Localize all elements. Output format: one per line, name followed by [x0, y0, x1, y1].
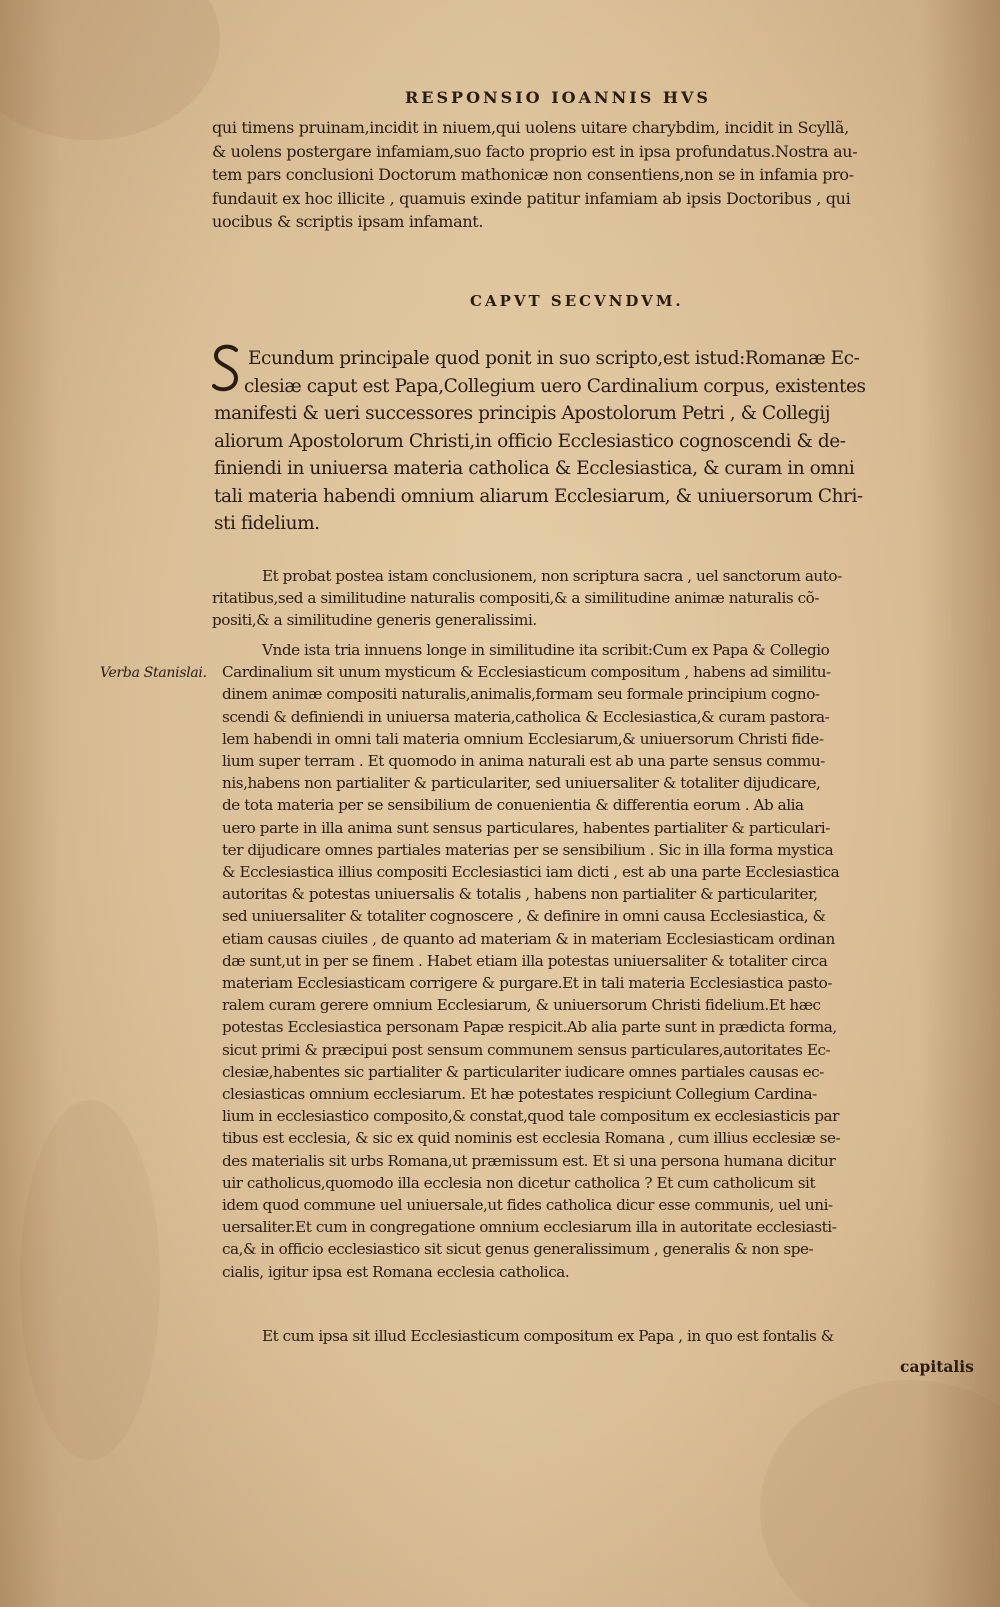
- text-line: nis,habens non partialiter & particulariter, sed uniuersaliter & totaliter dijudicare,: [222, 774, 821, 793]
- quotation-paragraph: [212, 639, 974, 1283]
- paper-stain: [20, 1100, 160, 1460]
- marginal-note: Verba Stanislai.: [100, 665, 207, 681]
- text-line: uir catholicus,quomodo illa ecclesia non dicetur catholica ? Et cum catholicum sit: [222, 1173, 816, 1192]
- text-line: & Ecclesiastica illius compositi Ecclesiastici iam dicti , est ab una parte Ecclesiastica: [222, 863, 840, 882]
- text-line: lem habendi in omni tali materia omnium Ecclesiarum,& uniuersorum Christi fide-: [222, 729, 824, 748]
- text-line: sti fidelium.: [214, 513, 320, 534]
- running-head: RESPONSIO IOANNIS HVS: [405, 88, 711, 107]
- text-line: clesiasticas omnium ecclesiarum. Et hæ potestates respiciunt Collegium Cardina-: [222, 1085, 817, 1104]
- text-line: cialis, igitur ipsa est Romana ecclesia catholica.: [222, 1262, 570, 1281]
- text-line: fundauit ex hoc illicite , quamuis exinde patitur infamiam ab ipsis Doctoribus , qui: [212, 188, 851, 208]
- text-line: aliorum Apostolorum Christi,in officio Ecclesiastico cognoscendi & de-: [214, 430, 846, 452]
- text-line: lium super terram . Et quomodo in anima naturali est ab una parte sensus commu-: [222, 752, 825, 771]
- text-line: Et cum ipsa sit illud Ecclesiasticum compositum ex Papa , in quo est fontalis &: [262, 1327, 834, 1345]
- text-line: autoritas & potestas uniuersalis & totalis , habens non partialiter & particulariter,: [222, 885, 818, 904]
- text-line: finiendi in uniuersa materia catholica & Ecclesiastica, & curam in omni: [214, 458, 855, 479]
- text-line: & uolens postergare infamiam,suo facto proprio est in ipsa profundatus.Nostra au-: [212, 141, 858, 161]
- paper-stain: [760, 1380, 1000, 1607]
- text-line: scendi & definiendi in uniuersa materia,catholica & Ecclesiastica,& curam pastora-: [222, 707, 830, 726]
- text-line: ralem curam gerere omnium Ecclesiarum, & uniuersorum Christi fidelium.Et hæc: [222, 996, 821, 1015]
- text-line: Cardinalium sit unum mysticum & Ecclesiasticum compositum , habens ad similitu-: [222, 663, 831, 682]
- text-line: materiam Ecclesiasticam corrigere & purgare.Et in tali materia Ecclesiastica pasto-: [222, 974, 833, 993]
- text-line: clesiæ,habentes sic partialiter & particulariter iudicare omnes partiales causas ec-: [222, 1062, 824, 1081]
- text-line: des materialis sit urbs Romana,ut præmissum est. Et si una persona humana dicitur: [222, 1151, 836, 1170]
- text-line: ritatibus,sed a similitudine naturalis compositi,& a similitudine animæ naturalis cõ-: [212, 589, 820, 608]
- text-line: dinem animæ compositi naturalis,animalis,formam seu formale principium cogno-: [222, 685, 820, 704]
- text-line: tali materia habendi omnium aliarum Ecclesiarum, & uniuersorum Chri-: [214, 485, 863, 507]
- main-conclusion-paragraph: [214, 345, 974, 538]
- text-line: dæ sunt,ut in per se finem . Habet etiam illa potestas uniuersaliter & totaliter circa: [222, 951, 828, 970]
- text-line: positi,& a similitudine generis generalissimi.: [212, 611, 537, 630]
- text-line: potestas Ecclesiastica personam Papæ respicit.Ab alia parte sunt in prædicta forma,: [222, 1018, 837, 1037]
- chapter-heading: CAPVT SECVNDVM.: [470, 292, 684, 310]
- text-line: ca,& in officio ecclesiastico sit sicut genus generalissimum , generalis & non spe-: [222, 1240, 814, 1259]
- text-line: tem pars conclusioni Doctorum mathonicæ non consentiens,non se in infamia pro-: [212, 165, 854, 184]
- text-line: Vnde ista tria innuens longe in similitudine ita scribit:Cum ex Papa & Collegio: [262, 641, 830, 659]
- text-line: qui timens pruinam,incidit in niuem,qui uolens uitare charybdim, incidit in Scyllã,: [212, 118, 849, 137]
- argument-paragraph: [212, 565, 974, 632]
- text-line: de tota materia per se sensibilium de conuenientia & differentia eorum . Ab alia: [222, 796, 804, 815]
- text-line: Ecundum principale quod ponit in suo scripto,est istud:Romanæ Ec-: [248, 348, 860, 369]
- text-line: etiam causas ciuiles , de quanto ad materiam & in materiam Ecclesiasticam ordinan: [222, 929, 835, 948]
- text-line: sicut primi & præcipui post sensum communem sensus particulares,autoritates Ec-: [222, 1040, 831, 1059]
- drop-cap-s: [212, 344, 240, 394]
- text-line: lium in ecclesiastico composito,& constat,quod tale compositum ex ecclesiasticis par: [222, 1107, 839, 1126]
- text-line: manifesti & ueri successores principis Apostolorum Petri , & Collegij: [214, 403, 830, 424]
- text-line: uocibus & scriptis ipsam infamant.: [212, 212, 484, 231]
- text-line: Et probat postea istam conclusionem, non scriptura sacra , uel sanctorum auto-: [262, 567, 842, 585]
- text-line: clesiæ caput est Papa,Collegium uero Cardinalium corpus, existentes: [244, 375, 866, 397]
- text-line: sed uniuersaliter & totaliter cognoscere , & definire in omni causa Ecclesiastica, &: [222, 907, 826, 926]
- paragraph-continuation: [212, 116, 974, 234]
- text-line: idem quod commune uel uniuersale,ut fides catholica dicur esse communis, uel uni-: [222, 1196, 833, 1215]
- catchword: capitalis: [900, 1357, 974, 1376]
- text-line: uero parte in illa anima sunt sensus particulares, habentes partialiter & particulari-: [222, 818, 830, 837]
- text-line: uersaliter.Et cum in congregatione omnium ecclesiarum illa in autoritate ecclesiasti-: [222, 1218, 837, 1237]
- final-paragraph: [212, 1325, 974, 1347]
- paper-stain: [0, 0, 220, 140]
- text-line: ter dijudicare omnes partiales materias per se sensibilium . Sic in illa forma mystica: [222, 840, 834, 859]
- text-line: tibus est ecclesia, & sic ex quid nominis est ecclesia Romana , cum illius ecclesiæ se-: [222, 1129, 841, 1148]
